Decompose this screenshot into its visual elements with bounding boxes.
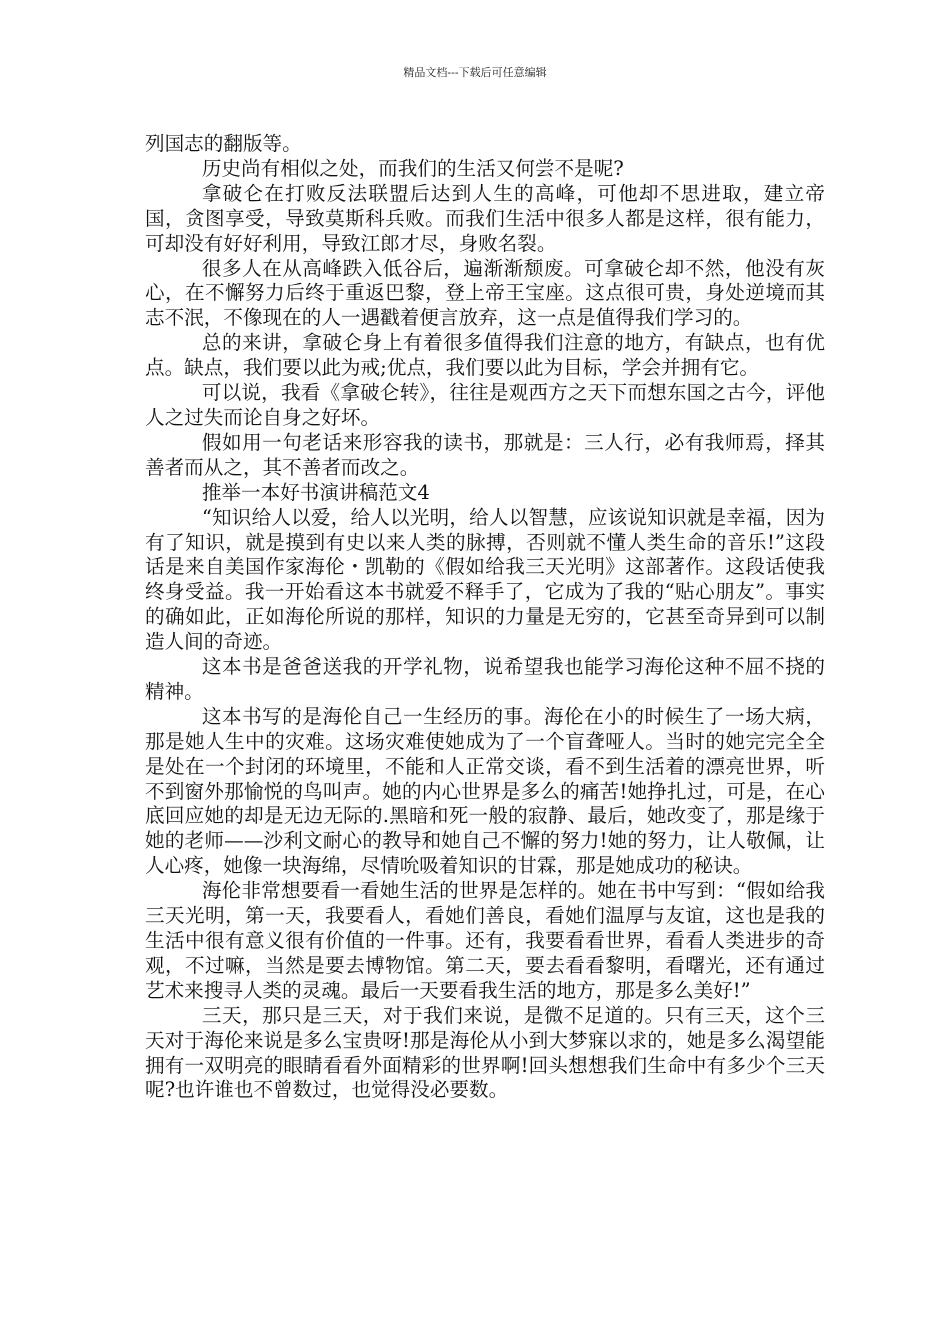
paragraph: 三天，那只是三天，对于我们来说，是微不足道的。只有三天，这个三天对于海伦来说是多么宝贵呀!那是海伦从小到大梦寐以求的，她是多么渴望能拥有一双明亮的眼睛看看外面精彩的世界啊!回头想想我们生命中有多少个三天呢?也许谁也不曾数过，也觉得没必要数。 [145, 1003, 825, 1102]
paragraph: 总的来讲，拿破仑身上有着很多值得我们注意的地方，有缺点，也有优点。缺点，我们要以此为戒;优点，我们要以此为目标，学会并拥有它。 [145, 331, 825, 380]
paragraph: 可以说，我看《拿破仑转》，往往是观西方之天下而想东国之古今，评他人之过失而论自身之好坏。 [145, 381, 825, 429]
paragraph: 历史尚有相似之处，而我们的生活又何尝不是呢? [201, 156, 624, 180]
paragraph: 海伦非常想要看一看她生活的世界是怎样的。她在书中写到：“假如给我三天光明，第一天，我要看人，看她们善良，看她们温厚与友谊，这也是我的生活中很有意义很有价值的一件事。还有，我要看看世界，看看人类进步的奇观，不过嘛，当然是要去博物馆。第二天，要去看看黎明，看曙光，还有通过艺术来搜寻人类的灵魂。最后一天要看我生活的地方，那是多么美好!” [145, 879, 825, 1002]
paragraph: 列国志的翻版等。 [145, 132, 302, 155]
paragraph: “知识给人以爱，给人以光明，给人以智慧，应该说知识就是幸福，因为有了知识，就是摸到有史以来人类的脉搏，否则就不懂人类生命的音乐!”这段话是来自美国作家海伦・凯勒的《假如给我三天光明》这部著作。这段话使我终身受益。我一开始看这本书就爱不释手了，它成为了我的“贴心朋友”。事实的确如此，正如海伦所说的那样，知识的力量是无穷的，它甚至奇异到可以制造人间的奇迹。 [145, 505, 825, 654]
paragraph: 这本书是爸爸送我的开学礼物，说希望我也能学习海伦这种不屈不挠的精神。 [145, 655, 825, 703]
paragraph: 拿破仑在打败反法联盟后达到人生的高峰，可他却不思进取，建立帝国，贪图享受，导致莫斯科兵败。而我们生活中很多人都是这样，很有能力，可却没有好好利用，导致江郎才尽，身败名裂。 [145, 181, 825, 255]
paragraph: 这本书写的是海伦自己一生经历的事。海伦在小的时候生了一场大病，那是她人生中的灾难。这场灾难使她成为了一个盲聋哑人。当时的她完完全全是处在一个封闭的环境里，不能和人正常交谈，看不到生活着的漂亮世界，听不到窗外那愉悦的鸟叫声。她的内心世界是多么的痛苦!她挣扎过，可是，在心底回应她的却是无边无际的.黑暗和死一般的寂静、最后，她改变了，那是缘于她的老师——沙利文耐心的教导和她自己不懈的努力!她的努力，让人敬佩，让人心疼，她像一块海绵，尽情吮吸着知识的甘霖，那是她成功的秘诀。 [145, 704, 825, 878]
paragraph: 很多人在从高峰跌入低谷后，遍渐渐颓废。可拿破仑却不然，他没有灰心，在不懈努力后终于重返巴黎，登上帝王宝座。这点很可贵，身处逆境而其志不泯，不像现在的人一遇戳着便言放弃，这一点是值得我们学习的。 [145, 256, 825, 330]
paragraph: 假如用一句老话来形容我的读书，那就是：三人行，必有我师焉，择其善者而从之，其不善者而改之。 [145, 430, 825, 479]
document-body [145, 132, 825, 1103]
page-header: 精品文档---下载后可任意编辑 [403, 66, 547, 79]
paragraph: 推举一本好书演讲稿范文4 [201, 480, 430, 504]
